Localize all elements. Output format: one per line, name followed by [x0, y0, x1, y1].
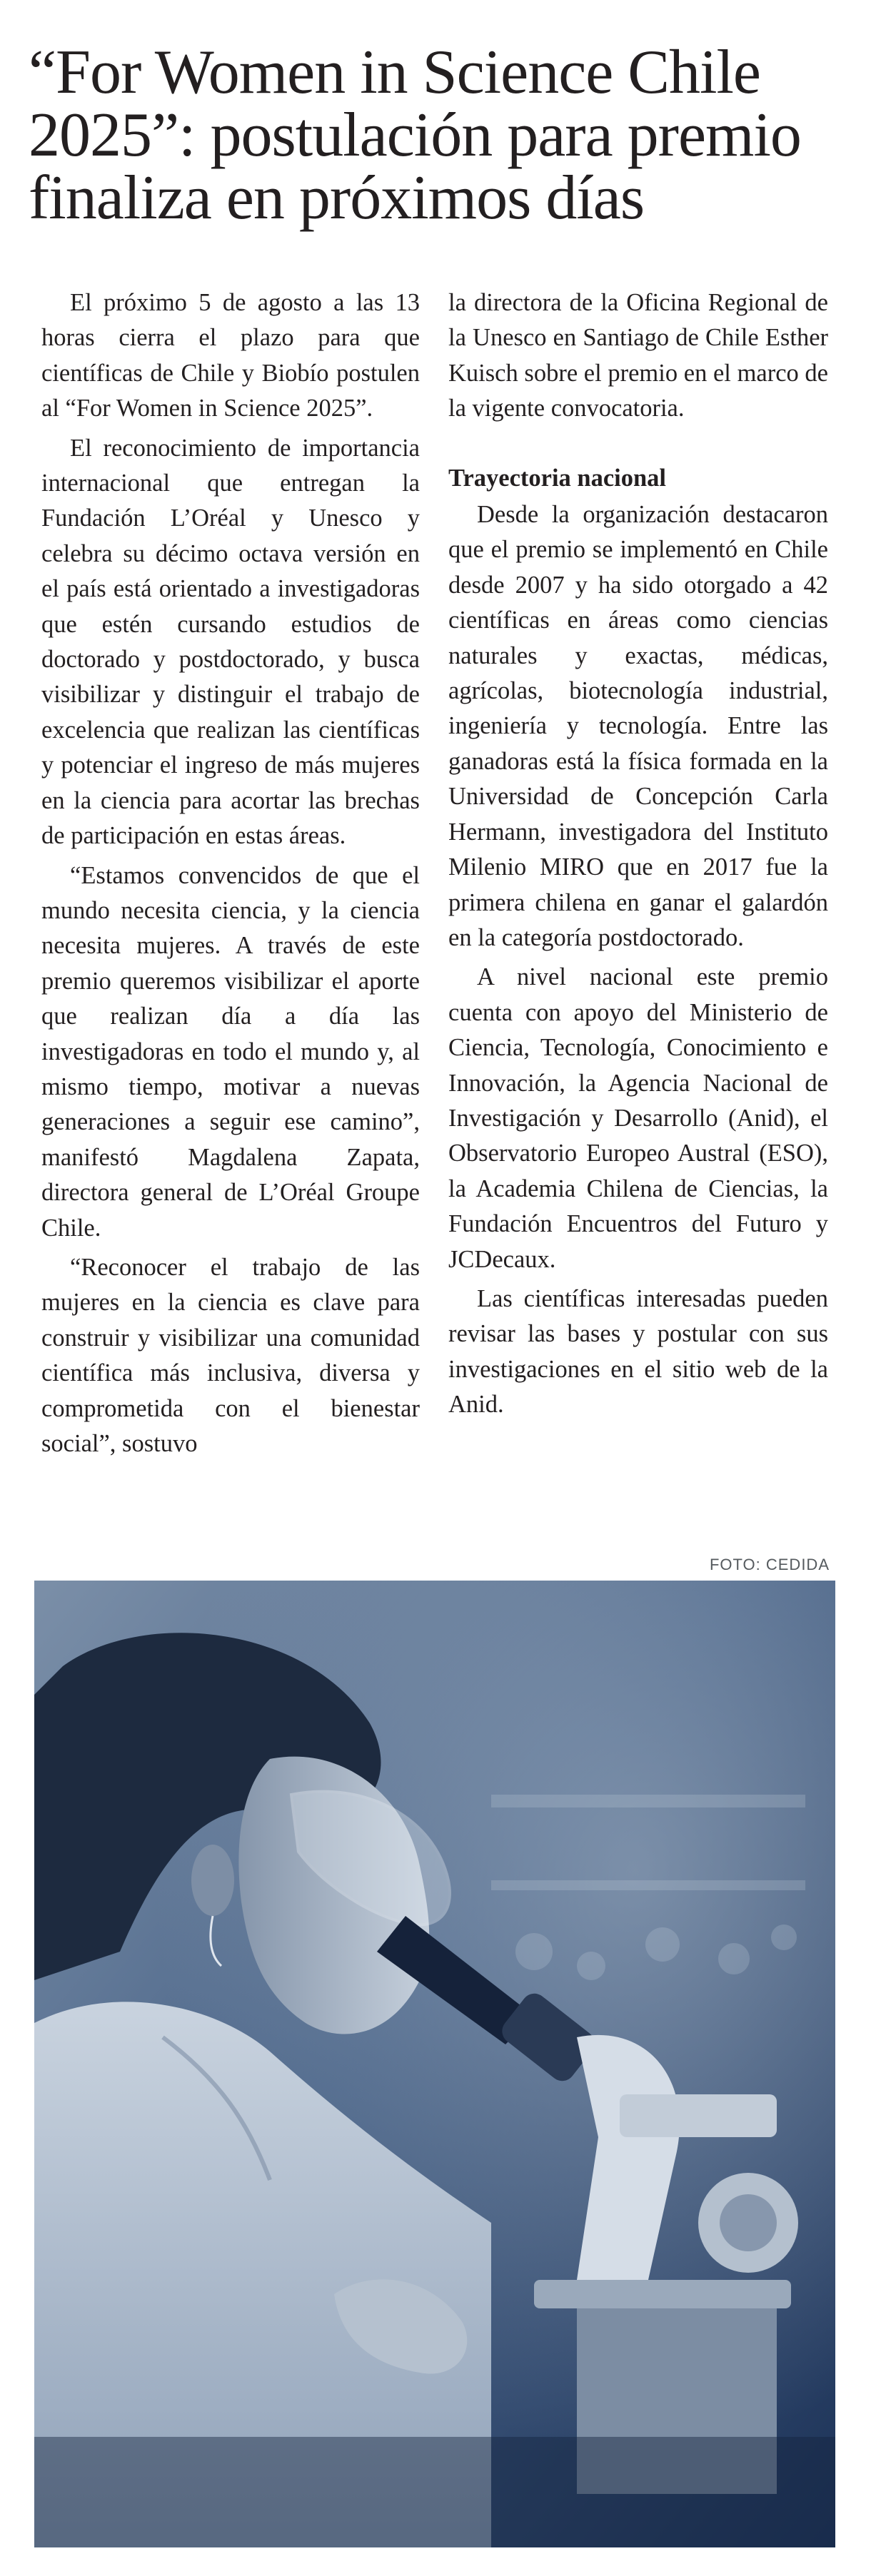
article-paragraph: Desde la organización destacaron que el premio se implementó en Chile desde 2007 y ha sido otorgado a 42 científicas en áreas como ciencias naturales y exactas, médicas, agrícolas, biotecnología industrial, ingeniería y tecnología. Entre las ganadoras está la física formada en la Universidad de Concepción Carla Hermann, investigadora del Instituto Milenio MIRO que en 2017 fue la primera chilena en ganar el galardón en la categoría postdoctorado. [448, 501, 828, 951]
article-paragraph: El próximo 5 de agosto a las 13 horas cierra el plazo para que científicas de Chile y Biobío postulen al “For Women in Science 2025”. [41, 289, 420, 422]
article-paragraph: “Estamos convencidos de que el mundo necesita ciencia, y la ciencia necesita mujeres. A través de este premio queremos visibilizar el aporte que realizan día a día las investigadoras en todo el mundo y, al mismo tiempo, motivar a nuevas generaciones a seguir ese camino”, manifestó Magdalena Zapata, directora general de L’Oréal Groupe Chile. [41, 861, 420, 1242]
article-paragraph: El reconocimiento de importancia internacional que entregan la Fundación L’Oréal y Unesco y celebra su décimo octava versión en el país está orientado a investigadoras que estén cursando estudios de doctorado y postdoctorado, y busca visibilizar y distinguir el trabajo de excelencia que realizan las científicas y potenciar el ingreso de más mujeres en la ciencia para acortar las brechas de participación en estas áreas. [41, 434, 420, 850]
article-column-left [41, 285, 420, 1461]
article-paragraph-continuation: la directora de la Oficina Regional de la Unesco en Santiago de Chile Esther Kuisch sobre el premio en el marco de la vigente convocatoria. [448, 289, 828, 422]
article-paragraph: “Reconocer el trabajo de las mujeres en la ciencia es clave para construir y visibilizar una comunidad científica más inclusiva, diversa y comprometida con el bienestar social”, sostuvo [41, 1253, 420, 1457]
article-paragraph: Las científicas interesadas pueden revisar las bases y postular con sus investigaciones en el sitio web de la Anid. [448, 1284, 828, 1419]
article-paragraph: A nivel nacional este premio cuenta con apoyo del Ministerio de Ciencia, Tecnología, Conocimiento e Innovación, la Agencia Nacional de Investigación y Desarrollo (Anid), el Observatorio Europeo Austral (ESO), la Academia Chilena de Ciencias, la Fundación Encuentros del Futuro y JCDecaux. [448, 963, 828, 1273]
photo-credit: FOTO: CEDIDA [709, 1556, 830, 1573]
article-headline: “For Women in Science Chile 2025”: postulación para premio finaliza en próximos días [29, 38, 801, 233]
article-subhead: Trayectoria nacional [448, 464, 667, 492]
article-column-right [448, 285, 828, 1423]
scientist-microscope-illustration [34, 1581, 835, 2547]
article-photo [34, 1581, 835, 2547]
